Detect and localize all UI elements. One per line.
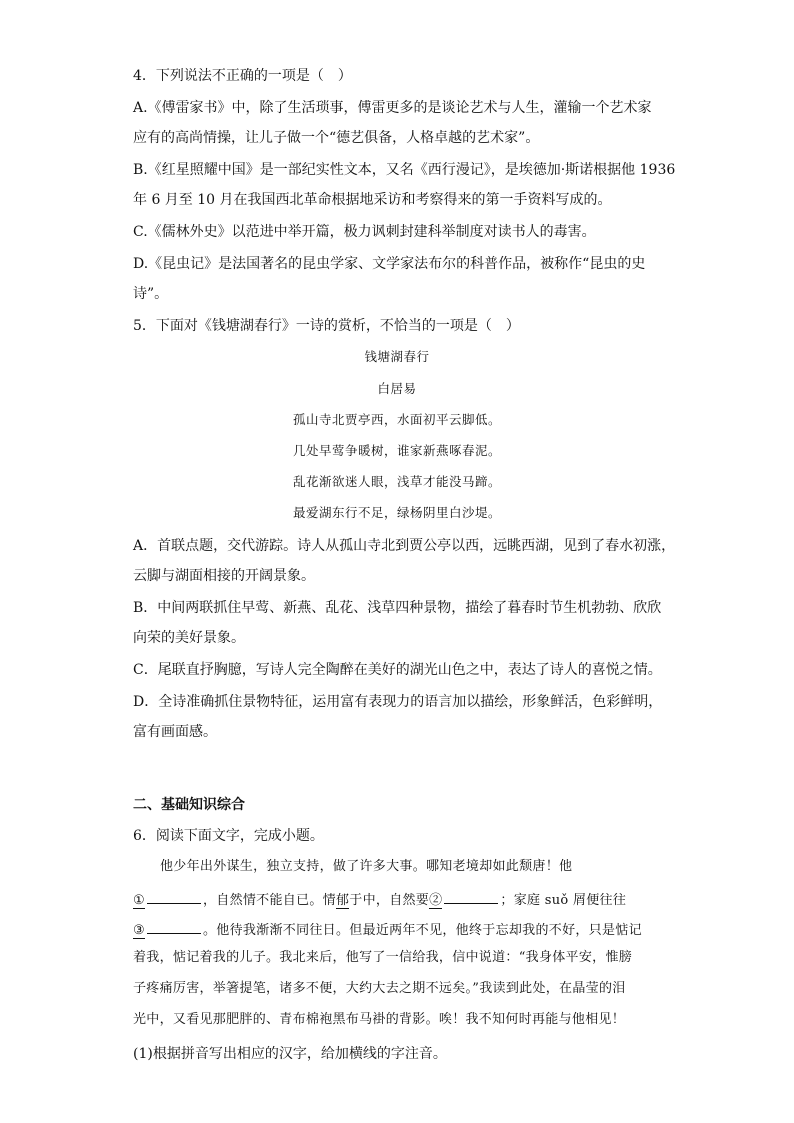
question-4-option-c: C.《儒林外史》以范进中举开篇，极力讽刺封建科举制度对读书人的毒害。 <box>133 224 596 240</box>
passage-line: 光中，又看见那肥胖的、青布棉袍黑布马褂的背影。唉！我不知何时再能与他相见！ <box>133 1012 626 1027</box>
question-4-option-d-line2: 诗”。 <box>133 286 169 302</box>
question-5-option-b-line1: B．中间两联抓住早莺、新燕、乱花、浅草四种景物，描绘了暮春时节生机勃勃、欣欣 <box>133 600 662 616</box>
poem-line: 孤山寺北贾亭西，水面初平云脚低。 <box>292 412 501 427</box>
fill-blank-1[interactable] <box>147 888 201 904</box>
passage-text: 。他待我渐渐不同往日。但最近两年不见，他终于忘却我的不好，只是惦记 <box>202 923 642 938</box>
blank-marker-1: ① <box>133 893 145 908</box>
question-5-option-b-line2: 向荣的美好景象。 <box>133 630 245 646</box>
poem-author: 白居易 <box>377 381 417 396</box>
question-4-option-d-line1: D.《昆虫记》是法国著名的昆虫学家、文学家法布尔的科普作品，被称作“昆虫的史 <box>133 256 646 272</box>
question-4-stem: 4．下列说法不正确的一项是（ ） <box>133 68 352 84</box>
question-6-stem: 6．阅读下面文字，完成小题。 <box>133 828 324 844</box>
question-4-option-a-line1: A.《傅雷家书》中，除了生活琐事，傅雷更多的是谈论艺术与人生，灌输一个艺术家 <box>133 100 652 116</box>
blank-marker-3: ③ <box>133 923 145 938</box>
question-5-option-d-line1: D．全诗准确抓住景物特征，运用富有表现力的语言加以描绘，形象鲜活，色彩鲜明， <box>133 694 663 710</box>
fill-blank-2[interactable] <box>444 888 498 904</box>
passage-line <box>133 888 668 911</box>
passage-line: 子疼痛厉害，举箸提笔，诸多不便，大约大去之期不远矣。”我读到此处，在晶莹的泪 <box>133 981 626 996</box>
blank-marker-2: ② <box>429 893 443 908</box>
underlined-char: 郁 <box>335 893 350 908</box>
section-heading: 二、基础知识综合 <box>133 797 245 813</box>
passage-text: ；家庭 suǒ 屑便往往 <box>500 893 627 908</box>
poem-line: 最爱湖东行不足，绿杨阴里白沙堤。 <box>292 505 501 520</box>
question-5-option-c: C．尾联直抒胸臆，写诗人完全陶醉在美好的湖光山色之中，表达了诗人的喜悦之情。 <box>133 662 662 678</box>
poem-line: 几处早莺争暖树，谁家新燕啄春泥。 <box>292 443 501 458</box>
passage-line: 着我，惦记着我的儿子。我北来后，他写了一信给我，信中说道：“我身体平安，惟膀 <box>133 950 633 965</box>
question-5-option-a-line1: A．首联点题，交代游踪。诗人从孤山寺北到贾公亭以西，远眺西湖，见到了春水初涨， <box>133 538 676 554</box>
question-5-option-a-line2: 云脚与湖面相接的开阔景象。 <box>133 568 315 584</box>
poem-line: 乱花渐欲迷人眼，浅草才能没马蹄。 <box>292 474 501 489</box>
question-5-option-d-line2: 富有画面感。 <box>133 724 217 740</box>
question-4-option-a-line2: 应有的高尚情操，让儿子做一个“德艺俱备，人格卓越的艺术家”。 <box>133 130 540 146</box>
passage-line <box>133 918 668 941</box>
question-4-option-b-line2: 年 6 月至 10 月在我国西北革命根据地采访和考察得来的第一手资料写成的。 <box>133 192 612 208</box>
passage-line: 他少年出外谋生，独立支持，做了许多大事。哪知老境却如此颓唐！他 <box>160 859 573 874</box>
passage-text: ，自然情不能自已。情 <box>202 893 336 908</box>
question-5-stem: 5．下面对《钱塘湖春行》一诗的赏析，不恰当的一项是（ ） <box>133 318 520 334</box>
passage-text: 于中，自然要 <box>349 893 430 908</box>
question-4-option-b-line1: B.《红星照耀中国》是一部纪实性文本，又名《西行漫记》，是埃德加·斯诺根据他 1936 <box>133 162 676 178</box>
question-6-subquestion-1: (1)根据拼音写出相应的汉字，给加横线的字注音。 <box>133 1046 447 1062</box>
fill-blank-3[interactable] <box>147 918 201 934</box>
poem-title: 钱塘湖春行 <box>364 349 430 364</box>
